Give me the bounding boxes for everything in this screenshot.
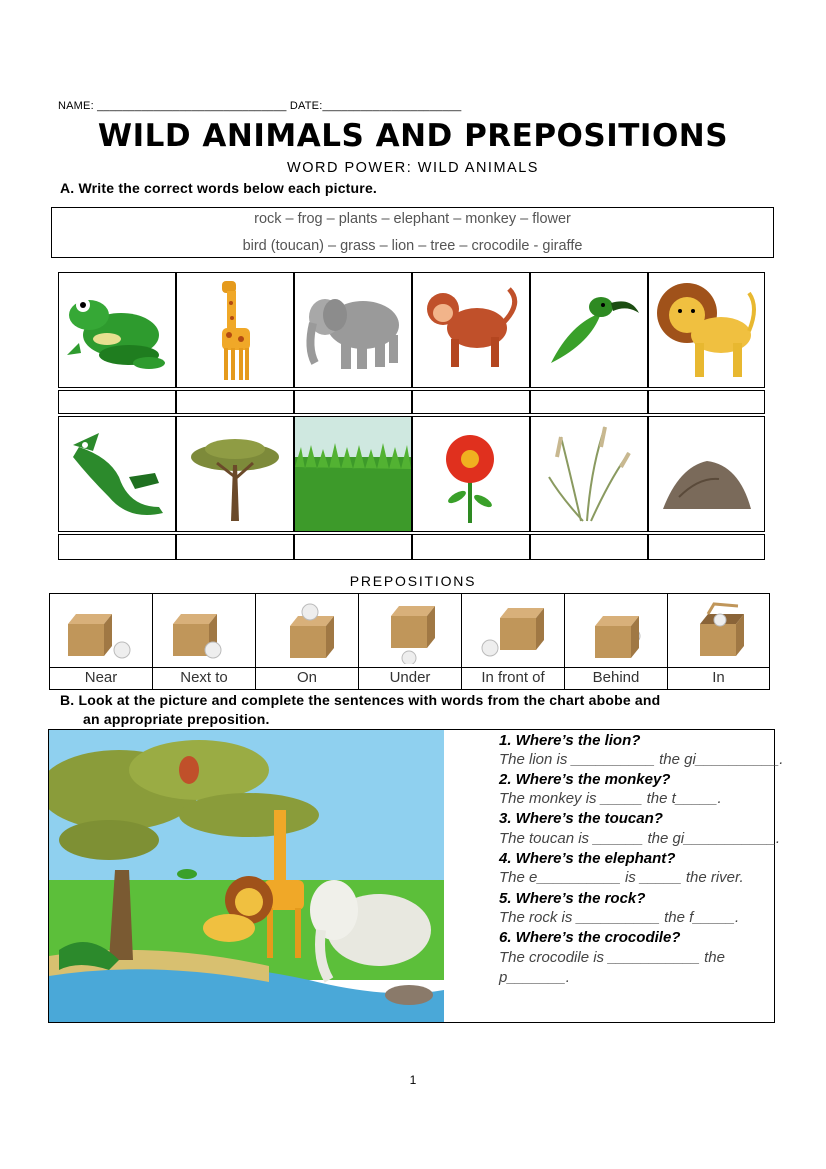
lion-picture	[648, 272, 765, 388]
picture-grid	[58, 272, 765, 562]
giraffe-picture	[176, 272, 294, 388]
prep-label-under: Under	[359, 667, 461, 689]
prep-behind	[565, 594, 668, 689]
answer-line-5[interactable]: The rock is __________ the f_____.	[499, 909, 740, 926]
answer-box-7[interactable]	[58, 534, 176, 560]
answer-line-1[interactable]: The lion is __________ the gi__________.	[499, 751, 784, 768]
prepositions-table	[49, 593, 770, 690]
prep-next-to	[153, 594, 256, 689]
tree-picture	[176, 416, 294, 532]
answer-box-2[interactable]	[176, 390, 294, 414]
prep-on	[256, 594, 359, 689]
question-2: 2. Where’s the monkey?	[499, 771, 671, 788]
crocodile-picture	[58, 416, 176, 532]
prep-in-front-of	[462, 594, 565, 689]
answer-box-5[interactable]	[530, 390, 648, 414]
scene-box	[48, 729, 784, 1023]
answer-line-6[interactable]: The crocodile is ___________ the	[499, 949, 725, 966]
answer-box-1[interactable]	[58, 390, 176, 414]
prep-near	[50, 594, 153, 689]
prep-under	[359, 594, 462, 689]
answer-box-6[interactable]	[648, 390, 765, 414]
grass-picture	[294, 416, 412, 532]
page-subtitle: WORD POWER: WILD ANIMALS	[287, 160, 539, 176]
answer-line-2[interactable]: The monkey is _____ the t_____.	[499, 790, 722, 807]
word-bank-line-1: rock – frog – plants – elephant – monkey – flower	[254, 211, 571, 227]
answer-box-11[interactable]	[530, 534, 648, 560]
word-bank-line-2: bird (toucan) – grass – lion – tree – crocodile - giraffe	[242, 238, 583, 254]
question-6: 6. Where’s the crocodile?	[499, 929, 681, 946]
monkey-picture	[412, 272, 530, 388]
answer-line-3[interactable]: The toucan is ______ the gi___________.	[499, 830, 781, 847]
answer-box-8[interactable]	[176, 534, 294, 560]
prep-label-next-to: Next to	[153, 667, 255, 689]
word-bank	[51, 207, 774, 258]
rock-picture	[648, 416, 765, 532]
prep-label-on: On	[256, 667, 358, 689]
section-b-instruction-line-1: B. Look at the picture and complete the sentences with words from the chart abobe and	[60, 692, 661, 708]
question-4: 4. Where’s the elephant?	[499, 850, 676, 867]
answer-box-9[interactable]	[294, 534, 412, 560]
answer-line-6-continued[interactable]: p_______.	[499, 969, 570, 986]
question-5: 5. Where’s the rock?	[499, 890, 646, 907]
question-1: 1. Where’s the lion?	[499, 732, 641, 749]
frog-picture	[58, 272, 176, 388]
question-3: 3. Where’s the toucan?	[499, 810, 663, 827]
savanna-scene-picture	[49, 730, 444, 1022]
plants-picture	[530, 416, 648, 532]
answer-line-4[interactable]: The e__________ is _____ the river.	[499, 869, 744, 886]
answer-box-12[interactable]	[648, 534, 765, 560]
name-date-line: NAME: ______________________________ DATE:______________________	[58, 100, 462, 112]
answer-box-10[interactable]	[412, 534, 530, 560]
page-title: WILD ANIMALS AND PREPOSITIONS	[97, 118, 729, 154]
section-b-instruction-line-2: an appropriate preposition.	[83, 711, 270, 727]
prep-label-in-front-of: In front of	[462, 667, 564, 689]
prep-label-near: Near	[50, 667, 152, 689]
elephant-picture	[294, 272, 412, 388]
toucan-picture	[530, 272, 648, 388]
prep-label-in: In	[668, 667, 769, 689]
answer-box-3[interactable]	[294, 390, 412, 414]
section-a-instruction: A. Write the correct words below each picture.	[60, 180, 378, 196]
prep-label-behind: Behind	[565, 667, 667, 689]
answer-box-4[interactable]	[412, 390, 530, 414]
prep-in	[668, 594, 769, 689]
flower-picture	[412, 416, 530, 532]
prepositions-heading: PREPOSITIONS	[349, 573, 477, 589]
page-number: 1	[409, 1073, 417, 1087]
